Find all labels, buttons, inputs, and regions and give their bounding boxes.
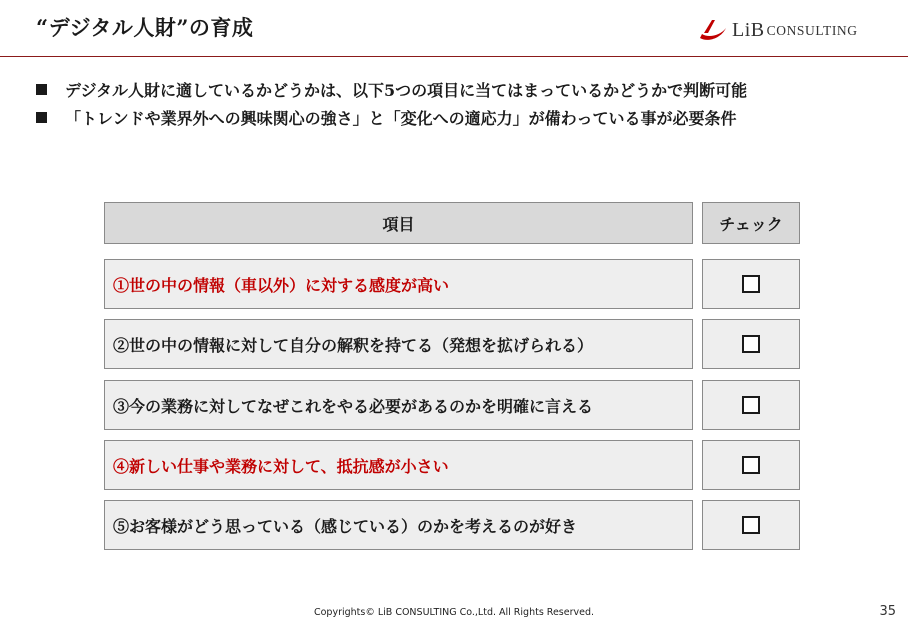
item-checkbox[interactable] [742, 456, 760, 474]
square-bullet-icon [36, 84, 47, 95]
table-row-item [104, 259, 693, 309]
page-title: “デジタル人財”の育成 [36, 15, 254, 40]
table-row-item [104, 380, 693, 430]
item-text: ⑤お客様がどう思っている（感じている）のかを考えるのが好き [113, 516, 578, 536]
item-text: ③今の業務に対してなぜこれをやる必要があるのかを明確に言える [113, 396, 594, 416]
page-number: 35 [879, 604, 896, 619]
bullet-item [36, 75, 747, 103]
header-check-cell [702, 202, 800, 244]
header-divider [0, 56, 908, 57]
header-check-label: チェック [719, 214, 783, 234]
check-cell [702, 500, 800, 550]
check-cell [702, 259, 800, 309]
item-checkbox[interactable] [742, 516, 760, 534]
check-cell [702, 440, 800, 490]
bullet-text: 「トレンドや業界外への興味関心の強さ」と「変化への適応力」が備わっている事が必要条件 [65, 108, 737, 128]
header-item-label: 項目 [382, 214, 415, 234]
copyright-footer: Copyrights© LiB CONSULTING Co.,Ltd. All Rights Reserved. [313, 607, 595, 618]
item-text: ②世の中の情報に対して自分の解釈を持てる（発想を拡げられる） [113, 335, 594, 355]
item-checkbox[interactable] [742, 335, 760, 353]
check-cell [702, 319, 800, 369]
header-item-cell [104, 202, 693, 244]
item-checkbox[interactable] [742, 396, 760, 414]
check-cell [702, 380, 800, 430]
bullet-text: デジタル人財に適しているかどうかは、以下5つの項目に当てはまっているかどうかで判断可能 [65, 80, 748, 100]
item-checkbox[interactable] [742, 275, 760, 293]
table-row-item [104, 500, 693, 550]
item-text: ①世の中の情報（車以外）に対する感度が高い [113, 275, 450, 295]
table-row-item [104, 319, 693, 369]
item-text: ④新しい仕事や業務に対して、抵抗感が小さい [113, 456, 449, 476]
square-bullet-icon [36, 112, 47, 123]
logo-consulting-text: CONSULTING [766, 23, 858, 38]
company-logo [698, 18, 858, 42]
bullet-item [36, 103, 747, 131]
logo-lib-text: LiB [732, 18, 765, 41]
table-row-item [104, 440, 693, 490]
bullet-list [36, 75, 747, 131]
logo-swoosh-icon [698, 18, 728, 42]
